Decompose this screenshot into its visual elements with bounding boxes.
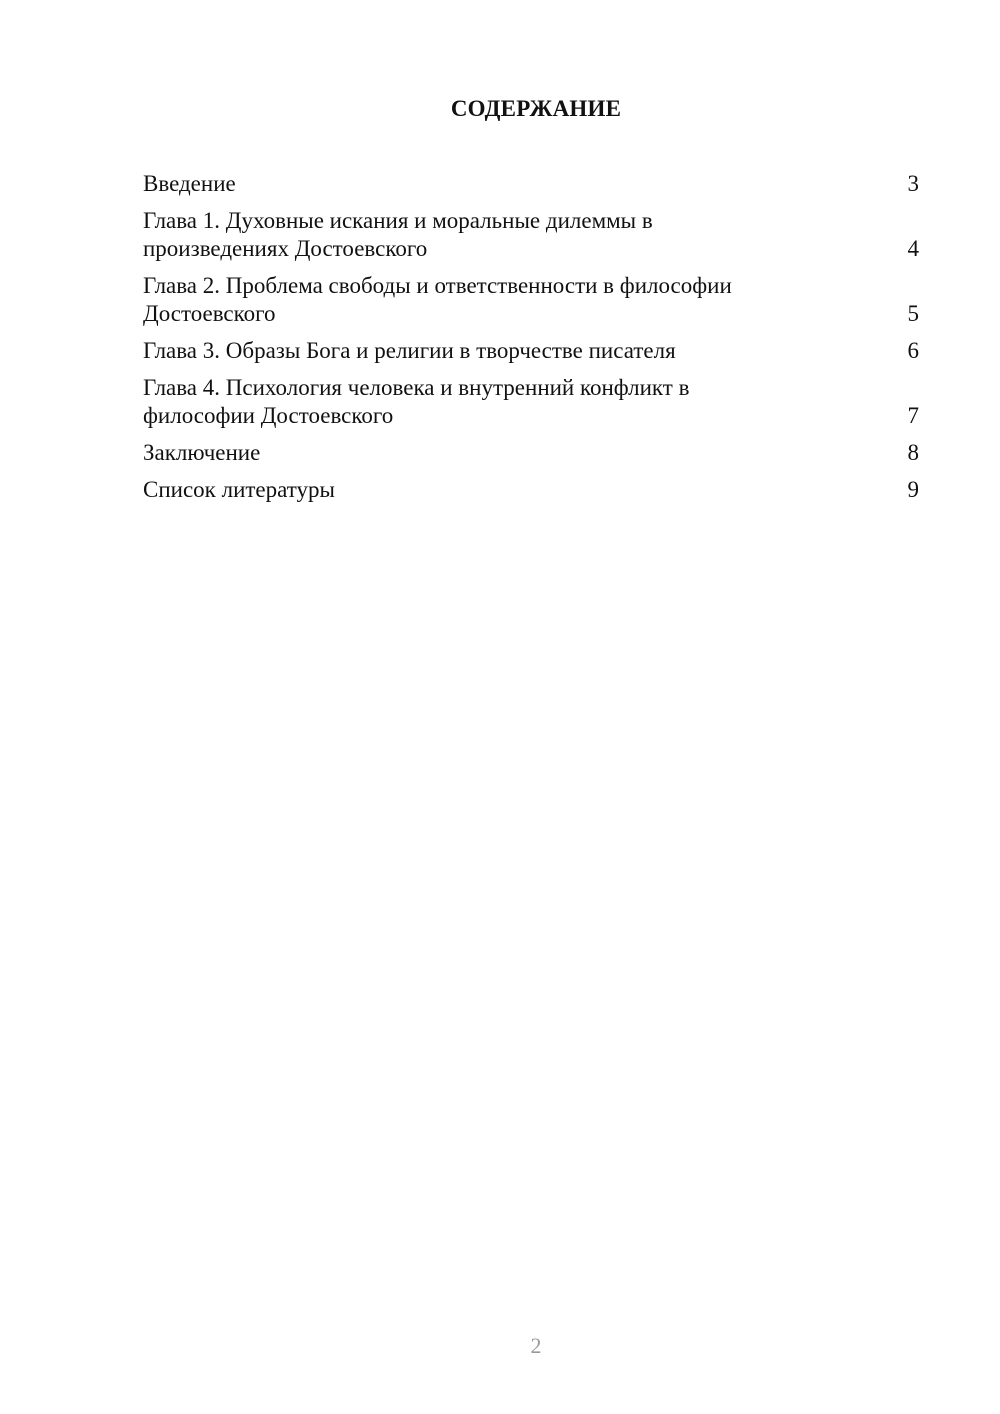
- toc-entry-text: Введение: [143, 171, 236, 196]
- toc-entry-text: Глава 4. Психология человека и внутренний конфликт в философии Достоевского: [143, 375, 690, 428]
- toc-entry-page: 7: [907, 403, 919, 428]
- toc-entry-page: 9: [907, 477, 919, 502]
- toc-entry-chapter-1[interactable]: [143, 207, 919, 263]
- toc-entry-page: 4: [907, 236, 919, 261]
- toc-entry-text: Глава 1. Духовные искания и моральные дилеммы в произведениях Достоевского: [143, 208, 653, 261]
- table-of-contents: [143, 170, 919, 513]
- page-title: СОДЕРЖАНИЕ: [450, 96, 622, 121]
- toc-entry-page: 5: [907, 301, 919, 326]
- page-number: 2: [530, 1333, 542, 1358]
- toc-entry-bibliography[interactable]: [143, 476, 919, 504]
- toc-entry-page: 8: [907, 440, 919, 465]
- toc-entry-page: 3: [907, 171, 919, 196]
- toc-entry-page: 6: [907, 338, 919, 363]
- toc-entry-text: Заключение: [143, 440, 261, 465]
- toc-entry-chapter-3[interactable]: [143, 337, 919, 365]
- toc-entry-chapter-4[interactable]: [143, 374, 919, 430]
- toc-entry-text: Глава 3. Образы Бога и религии в творчестве писателя: [143, 338, 676, 363]
- toc-entry-chapter-2[interactable]: [143, 272, 919, 328]
- toc-entry-text: Список литературы: [143, 477, 335, 502]
- toc-entry-conclusion[interactable]: [143, 439, 919, 467]
- toc-entry-text: Глава 2. Проблема свободы и ответственности в философии Достоевского: [143, 273, 732, 326]
- toc-entry-introduction[interactable]: [143, 170, 919, 198]
